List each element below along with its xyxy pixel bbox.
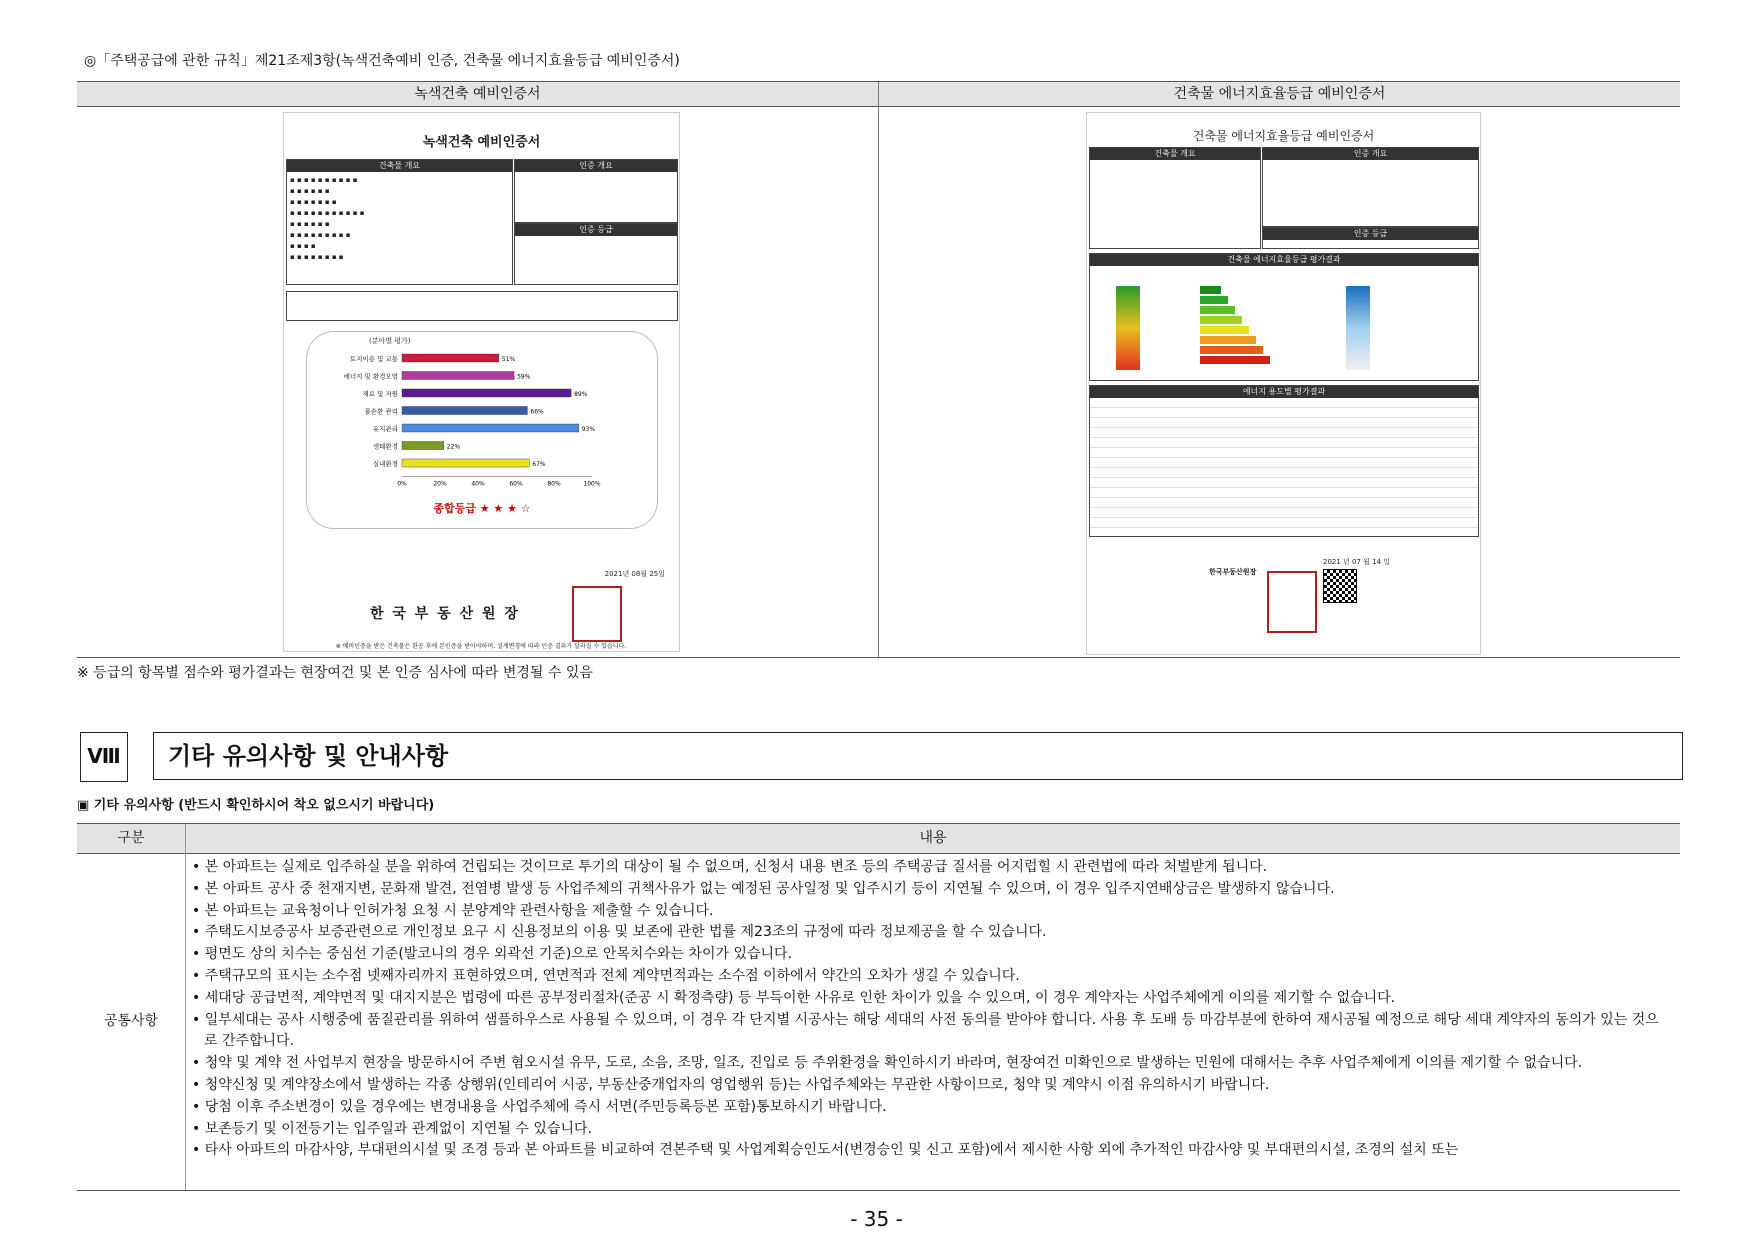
value-label: 22% [446, 443, 461, 451]
chart-bar [402, 389, 571, 397]
category-label: 유지관리 [372, 425, 398, 433]
x-tick-label: 60% [509, 480, 523, 488]
energy-building-overview [1089, 147, 1261, 249]
chart-bar [402, 372, 514, 380]
green-cert-grade [514, 223, 678, 285]
list-item: • 청약 및 계약 전 사업부지 현장을 방문하시어 주변 혐오시설 유무, 도로, 소음, 조망, 일조, 진입로 등 주위환경을 확인하시기 바라며, 현장여건 미확인으로 발생하는 민원에 대해서는 추후 사업주체에게 이의를 제기할 수 없습니다. [192, 1053, 1672, 1075]
energy-eval-table [1089, 385, 1479, 537]
section-number: Ⅷ [80, 732, 128, 782]
energy-cert-header: 건축물 에너지효율등급 예비인증서 [879, 82, 1680, 107]
category-label: 물순환 관리 [364, 407, 398, 416]
chart-bar [402, 442, 444, 450]
green-cert-image [283, 112, 680, 652]
column-header-category: 구분 [77, 824, 185, 854]
chart-bar [402, 459, 529, 467]
qr-code-icon [1323, 569, 1357, 603]
certificate-table [77, 81, 1680, 658]
value-label: 66% [530, 408, 544, 416]
energy-overview-title: 건축물 개요 [1090, 148, 1260, 160]
list-item: • 주택규모의 표시는 소수점 넷째자리까지 표현하였으며, 연면적과 전체 계약면적과는 소수점 이하에서 약간의 오차가 생길 수 있습니다. [192, 966, 1672, 988]
green-cert-header: 녹색건축 예비인증서 [77, 82, 878, 107]
top-rule: ◎「주택공급에 관한 규칙」제21조제3항(녹색건축예비 인증, 건축물 에너지효율등급 예비인증서) [84, 53, 680, 69]
green-overview-title: 건축물 개요 [287, 160, 512, 172]
table-divider [185, 824, 186, 1190]
chart-bar [402, 354, 499, 362]
notice-table [77, 823, 1680, 1191]
page-number: - 35 - [850, 1207, 903, 1231]
category-label: 토지이용 및 교통 [349, 355, 398, 363]
value-label: 89% [574, 391, 588, 398]
energy-grade-title: 인증 등급 [1263, 228, 1478, 240]
energy-cert-image [1086, 112, 1481, 655]
category-label: 실내환경 [372, 460, 398, 468]
section-title: 기타 유의사항 및 안내사항 [153, 732, 1683, 780]
energy-cert-overview-title: 인증 개요 [1263, 148, 1478, 160]
category-label: 에너지 및 환경오염 [343, 372, 398, 381]
energy-result-panel [1089, 253, 1479, 381]
chart-bar [402, 424, 579, 432]
chart-caption: (분야별 평가) [369, 337, 411, 345]
category-cell: 공통사항 [103, 1013, 159, 1029]
energy-result-title: 건축물 에너지효율등급 평가결과 [1090, 254, 1478, 266]
green-cert-title: 녹색건축 예비인증서 [422, 135, 541, 150]
category-label: 생태환경 [372, 442, 398, 451]
energy-official-seal-icon [1267, 571, 1317, 633]
energy-demand-gauge [1116, 286, 1140, 370]
energy-cert-signer: 한국부동산원장 [1209, 568, 1257, 576]
list-item: • 당첨 이후 주소변경이 있을 경우에는 변경내용을 사업주체에 즉시 서면(주민등록등본 포함)통보하시기 바랍니다. [192, 1097, 1672, 1119]
green-cert-overview-title: 인증 개요 [515, 160, 677, 172]
energy-cert-grade [1262, 227, 1479, 249]
green-cert-date: 2021년 08월 25일 [604, 570, 665, 578]
green-building-overview [286, 159, 513, 285]
evaluation-bar-chart [307, 346, 657, 496]
official-seal-icon [572, 586, 622, 642]
total-grade: 종합등급 ★ ★ ★ ☆ [433, 502, 531, 515]
energy-grade-ladder [1200, 286, 1270, 370]
x-tick-label: 0% [397, 480, 407, 488]
x-tick-label: 80% [547, 480, 561, 488]
green-overview-text: ▪ ▪ ▪ ▪ ▪ ▪ ▪ ▪ ▪ ▪ ▪ ▪ ▪ ▪ ▪ ▪ ▪ ▪ ▪ ▪ ▪ ▪ ▪ ▪ ▪ ▪ ▪ ▪ ▪ ▪ ▪ ▪ ▪ ▪ ▪ ▪ ▪ ▪ ▪ ▪ ▪ ▪ ▪ ▪ ▪ ▪ ▪ ▪ ▪ ▪ ▪ ▪ ▪ ▪ ▪ ▪ ▪ ▪ ▪ ▪ ▪ [290, 176, 365, 261]
value-label: 93% [581, 426, 596, 433]
cert-divider [878, 82, 879, 657]
notice-list [192, 857, 1672, 1162]
list-item: • 타사 아파트의 마감사양, 부대편의시설 및 조경 등과 본 아파트를 비교하여 견본주택 및 사업계획승인도서(변경승인 및 신고 포함)에서 제시한 사항 외에 추가적인 마감사양 및 부대편의시설, 조경의 설치 또는 [192, 1140, 1672, 1162]
green-cert-overview [514, 159, 678, 223]
value-label: 51% [501, 356, 516, 363]
energy-cert-title: 건축물 에너지효율등급 예비인증서 [1192, 129, 1375, 143]
value-label: 67% [532, 461, 546, 468]
list-item: • 평면도 상의 치수는 중심선 기준(발코니의 경우 외곽선 기준)으로 안목치수와는 차이가 있습니다. [192, 944, 1672, 966]
list-item: • 보존등기 및 이전등기는 입주일과 관계없이 지연될 수 있습니다. [192, 1119, 1672, 1141]
green-cert-signer: 한 국 부 동 산 원 장 [370, 606, 520, 622]
energy-cert-date: 2021 년 07 월 14 일 [1323, 558, 1391, 566]
value-label: 59% [517, 373, 531, 381]
co2-gauge [1346, 286, 1370, 370]
list-item: • 청약신청 및 계약장소에서 발생하는 각종 상행위(인테리어 시공, 부동산중개업자의 영업행위 등)는 사업주체와는 무관한 사항이므로, 청약 및 계약시 이점 유의하시기 바랍니다. [192, 1075, 1672, 1097]
grade-note: ※ 등급의 항목별 점수와 평가결과는 현장여건 및 본 인증 심사에 따라 변경될 수 있음 [77, 665, 593, 681]
list-item: • 세대당 공급면적, 계약면적 및 대지지분은 법령에 따른 공부정리절차(준공 시 확정측량) 등 부득이한 사유로 인한 차이가 있을 수 있으며, 이 경우 계약자는 사업주체에게 이의를 제기할 수 없습니다. [192, 988, 1672, 1010]
list-item: • 일부세대는 공사 시행중에 품질관리를 위하여 샘플하우스로 사용될 수 있으며, 이 경우 각 단지별 시공사는 해당 세대의 사전 동의를 받아야 합니다. 사용 후 도배 등 마감부분에 한하여 재시공될 예정으로 해당 세대 계약자의 동의가 있는 것으로 간주합니다. [192, 1010, 1672, 1054]
green-chart-frame [306, 331, 658, 529]
x-tick-label: 100% [583, 480, 601, 488]
green-cert-statement [286, 291, 678, 321]
list-item: • 본 아파트 공사 중 천재지변, 문화재 발견, 전염병 발생 등 사업주체의 귀책사유가 없는 예정된 공사일정 및 입주시기 등이 지연될 수 있으며, 이 경우 입주지연배상금은 발생하지 않습니다. [192, 879, 1672, 901]
green-grade-title: 인증 등급 [515, 224, 677, 236]
list-item: • 본 아파트는 실제로 입주하실 분을 위하여 건립되는 것이므로 투기의 대상이 될 수 없으며, 신청서 내용 변조 등의 주택공급 질서를 어지럽힐 시 관련법에 따라 처벌받게 됩니다. [192, 857, 1672, 879]
chart-bar [402, 407, 527, 415]
list-item: • 본 아파트는 교육청이나 인허가청 요청 시 분양계약 관련사항을 제출할 수 있습니다. [192, 901, 1672, 923]
energy-cert-overview [1262, 147, 1479, 227]
x-tick-label: 20% [433, 480, 447, 488]
category-label: 재료 및 자원 [362, 390, 398, 398]
green-cert-footnote: ※ 예비인증을 받은 건축물은 완공 후에 본인증을 받아야하며, 설계변경에 따라 인증 결과가 달라질 수 있습니다. [335, 643, 627, 650]
list-item: • 주택도시보증공사 보증관련으로 개인정보 요구 시 신용정보의 이용 및 보존에 관한 법률 제23조의 규정에 따라 정보제공을 할 수 있습니다. [192, 922, 1672, 944]
x-tick-label: 40% [471, 480, 485, 488]
notice-subtitle: ▣ 기타 유의사항 (반드시 확인하시어 착오 없으시기 바랍니다) [77, 798, 435, 813]
energy-eval-title: 에너지 용도별 평가결과 [1090, 386, 1478, 398]
column-header-content: 내용 [186, 824, 1680, 854]
